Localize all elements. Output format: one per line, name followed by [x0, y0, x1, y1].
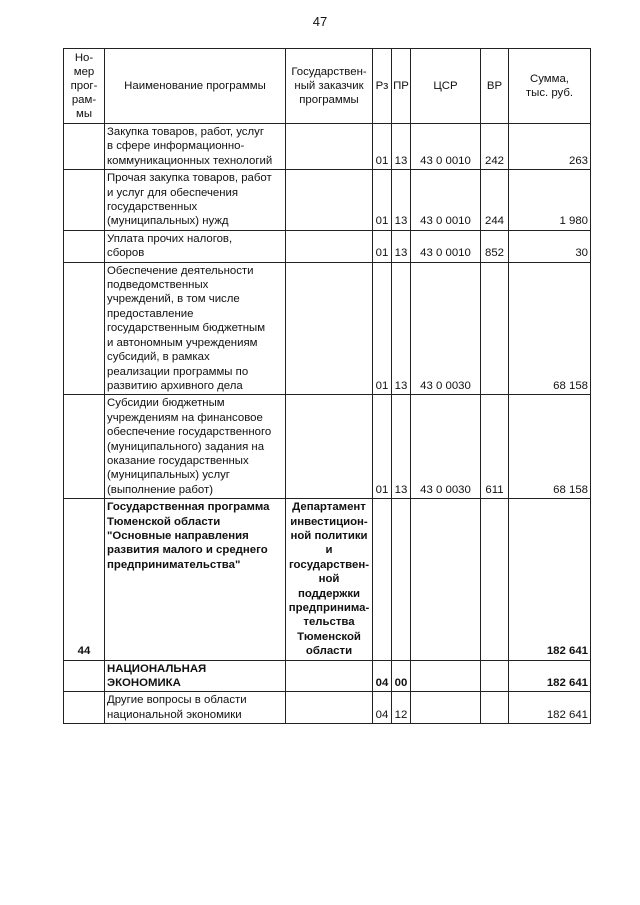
- csr-cell: [411, 660, 481, 692]
- customer-cell: Департамент инвестицион- ной политики и государствен- ной поддержки предпринима- тельства Тюменской области: [286, 499, 373, 660]
- csr-cell: 43 0 0010: [411, 124, 481, 170]
- table-row: [64, 692, 591, 724]
- pr-cell: 00: [392, 660, 411, 692]
- program-name-cell: НАЦИОНАЛЬНАЯ ЭКОНОМИКА: [105, 660, 286, 692]
- rz-cell: 04: [373, 692, 392, 724]
- header-vr: ВР: [481, 49, 509, 124]
- pr-cell: 13: [392, 230, 411, 262]
- csr-cell: 43 0 0030: [411, 395, 481, 499]
- program-number-cell: [64, 692, 105, 724]
- pr-cell: 13: [392, 395, 411, 499]
- vr-cell: 611: [481, 395, 509, 499]
- csr-cell: 43 0 0010: [411, 230, 481, 262]
- vr-cell: 242: [481, 124, 509, 170]
- sum-cell: 182 641: [509, 692, 591, 724]
- program-name-cell: Уплата прочих налогов, сборов: [105, 230, 286, 262]
- sum-cell: 263: [509, 124, 591, 170]
- header-program-number: Но- мер прог- рам- мы: [64, 49, 105, 124]
- csr-cell: 43 0 0030: [411, 262, 481, 395]
- program-name-cell: Прочая закупка товаров, работ и услуг для обеспечения государственных (муниципальных) нужд: [105, 170, 286, 231]
- csr-cell: 43 0 0010: [411, 170, 481, 231]
- sum-cell: 68 158: [509, 262, 591, 395]
- pr-cell: [392, 499, 411, 660]
- customer-cell: [286, 262, 373, 395]
- header-csr: ЦСР: [411, 49, 481, 124]
- customer-cell: [286, 692, 373, 724]
- program-name-cell: Субсидии бюджетным учреждениям на финансовое обеспечение государственного (муниципального) задания на оказание государственных (муниципальных) услуг (выполнение работ): [105, 395, 286, 499]
- table-row: [64, 230, 591, 262]
- pr-cell: 13: [392, 124, 411, 170]
- customer-cell: [286, 230, 373, 262]
- vr-cell: 244: [481, 170, 509, 231]
- table-row: [64, 660, 591, 692]
- program-number-cell: [64, 170, 105, 231]
- vr-cell: [481, 660, 509, 692]
- table-row: [64, 499, 591, 660]
- table-row: [64, 124, 591, 170]
- header-sum: Сумма, тыс. руб.: [509, 49, 591, 124]
- customer-cell: [286, 170, 373, 231]
- sum-cell: 30: [509, 230, 591, 262]
- vr-cell: [481, 692, 509, 724]
- program-name-cell: Другие вопросы в области национальной экономики: [105, 692, 286, 724]
- customer-cell: [286, 660, 373, 692]
- vr-cell: [481, 499, 509, 660]
- table-row: [64, 395, 591, 499]
- budget-table: [63, 48, 591, 724]
- program-number-cell: [64, 124, 105, 170]
- program-number-cell: [64, 230, 105, 262]
- program-number-cell: [64, 660, 105, 692]
- vr-cell: [481, 262, 509, 395]
- header-program-name: Наименование программы: [105, 49, 286, 124]
- table-row: [64, 170, 591, 231]
- program-number-cell: 44: [64, 499, 105, 660]
- pr-cell: 12: [392, 692, 411, 724]
- header-pr: ПР: [392, 49, 411, 124]
- customer-cell: [286, 395, 373, 499]
- table-header-row: [64, 49, 591, 124]
- csr-cell: [411, 499, 481, 660]
- rz-cell: 01: [373, 262, 392, 395]
- program-number-cell: [64, 262, 105, 395]
- page-number: 47: [312, 14, 328, 29]
- sum-cell: 68 158: [509, 395, 591, 499]
- csr-cell: [411, 692, 481, 724]
- rz-cell: 04: [373, 660, 392, 692]
- rz-cell: 01: [373, 124, 392, 170]
- rz-cell: 01: [373, 395, 392, 499]
- customer-cell: [286, 124, 373, 170]
- pr-cell: 13: [392, 170, 411, 231]
- rz-cell: 01: [373, 170, 392, 231]
- header-rz: Рз: [373, 49, 392, 124]
- rz-cell: 01: [373, 230, 392, 262]
- program-name-cell: Государственная программа Тюменской области "Основные направления развития малого и среднего предпринимательства": [105, 499, 286, 660]
- rz-cell: [373, 499, 392, 660]
- header-state-customer: Государствен- ный заказчик программы: [286, 49, 373, 124]
- sum-cell: 182 641: [509, 660, 591, 692]
- program-name-cell: Обеспечение деятельности подведомственных учреждений, в том числе предоставление государственным бюджетным и автономным учреждениям субсидий, в рамках реализации программы по развитию архивного дела: [105, 262, 286, 395]
- sum-cell: 182 641: [509, 499, 591, 660]
- sum-cell: 1 980: [509, 170, 591, 231]
- vr-cell: 852: [481, 230, 509, 262]
- program-number-cell: [64, 395, 105, 499]
- program-name-cell: Закупка товаров, работ, услуг в сфере информационно- коммуникационных технологий: [105, 124, 286, 170]
- table-row: [64, 262, 591, 395]
- pr-cell: 13: [392, 262, 411, 395]
